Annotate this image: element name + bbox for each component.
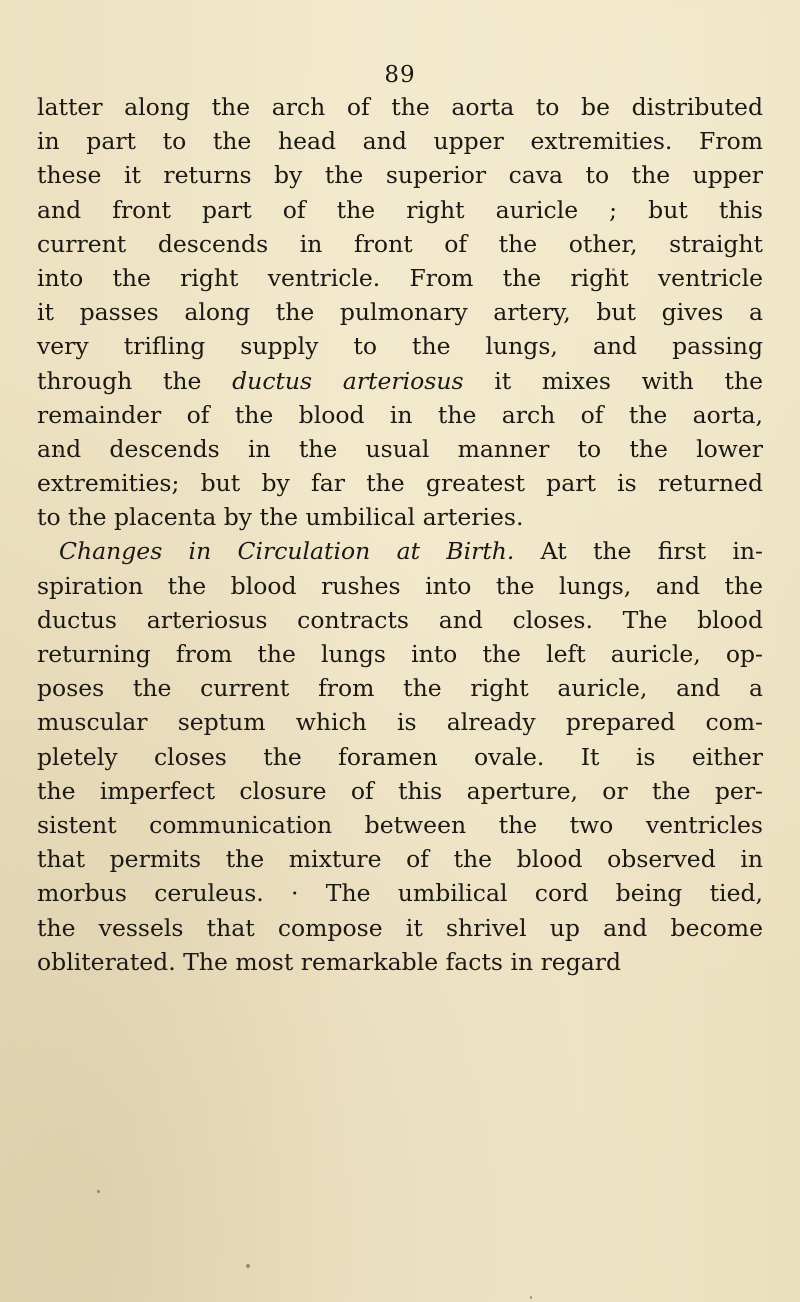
text-line — [37, 90, 763, 124]
text-segment: that permits the mixture of the blood observed in — [37, 845, 763, 874]
text-segment: and front part of the right auricle ; but this — [37, 195, 763, 224]
text-segment: it mixes with the — [463, 366, 763, 395]
text-segment: very trifling supply to the lungs, and passing — [37, 332, 763, 361]
text-segment: At the first in- — [514, 537, 763, 566]
text-line — [37, 329, 763, 363]
italic-text: Changes in Circulation at Birth. — [59, 537, 515, 566]
text-line — [37, 466, 763, 500]
text-segment: into the right ventricle. From the right ventricle — [37, 263, 763, 292]
text-line — [37, 671, 763, 705]
text-segment: to the placenta by the umbilical arteries. — [37, 503, 524, 532]
text-line — [37, 193, 763, 227]
text-line — [37, 261, 763, 295]
page-number: 89 — [384, 62, 416, 88]
text-segment: the vessels that compose it shrivel up and become — [37, 913, 763, 942]
italic-text: ductus arteriosus — [232, 366, 464, 395]
paper-speck — [58, 450, 60, 453]
text-line — [37, 398, 763, 432]
text-segment: poses the current from the right auricle, and a — [37, 674, 763, 703]
text-segment: current descends in front of the other, straight — [37, 229, 763, 258]
text-segment: through the — [37, 366, 233, 395]
text-segment: and descends in the usual manner to the lower — [37, 434, 763, 463]
text-line — [37, 124, 763, 158]
paper-speck — [246, 1264, 250, 1268]
text-segment: extremities; but by far the greatest part is returned — [37, 469, 763, 498]
text-line — [37, 774, 763, 808]
text-segment: spiration the blood rushes into the lungs, and the — [37, 571, 763, 600]
text-segment: morbus ceruleus. · The umbilical cord being tied, — [37, 879, 763, 908]
text-line — [37, 534, 763, 568]
text-segment: it passes along the pulmonary artery, but gives a — [37, 298, 763, 327]
text-line — [37, 569, 763, 603]
paper-speck — [612, 268, 615, 271]
text-line — [37, 705, 763, 739]
text-line — [37, 364, 763, 398]
text-line — [37, 740, 763, 774]
text-line — [37, 295, 763, 329]
text-line — [37, 808, 763, 842]
text-segment: these it returns by the superior cava to the upper — [37, 161, 763, 190]
text-segment: muscular septum which is already prepared com- — [37, 708, 763, 737]
text-line — [37, 227, 763, 261]
text-line — [37, 603, 763, 637]
text-line — [37, 500, 763, 534]
text-line — [37, 876, 763, 910]
text-line — [37, 945, 763, 979]
text-segment: the imperfect closure of this aperture, or the per- — [37, 776, 763, 805]
text-line — [37, 432, 763, 466]
paper-speck — [530, 1296, 532, 1299]
body-text — [37, 90, 763, 979]
text-segment: sistent communication between the two ventricles — [37, 810, 763, 839]
paper-speck — [97, 1190, 100, 1193]
text-segment: latter along the arch of the aorta to be distributed — [37, 93, 763, 121]
text-segment: obliterated. The most remarkable facts in regard — [37, 947, 622, 976]
text-line — [37, 158, 763, 192]
text-line — [37, 637, 763, 671]
text-line — [37, 842, 763, 876]
text-segment: pletely closes the foramen ovale. It is either — [37, 742, 763, 771]
text-segment: ductus arteriosus contracts and closes. The blood — [37, 605, 763, 634]
text-segment: returning from the lungs into the left auricle, op- — [37, 640, 763, 668]
text-line — [37, 911, 763, 945]
text-segment: remainder of the blood in the arch of the aorta, — [37, 400, 763, 429]
text-segment: in part to the head and upper extremities. From — [37, 127, 763, 156]
